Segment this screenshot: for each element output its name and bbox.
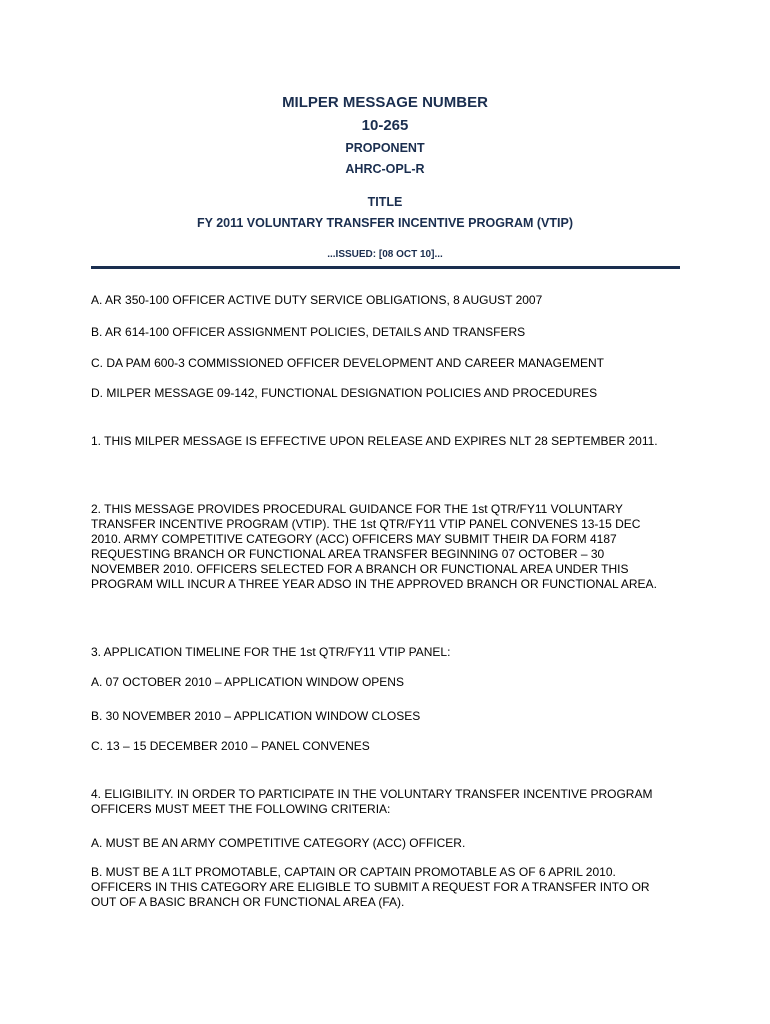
message-number-label: MILPER MESSAGE NUMBER (282, 94, 488, 111)
paragraph-3: 3. APPLICATION TIMELINE FOR THE 1st QTR/FY11 VTIP PANEL: (91, 645, 451, 659)
reference-item: A. AR 350-100 OFFICER ACTIVE DUTY SERVICE OBLIGATIONS, 8 AUGUST 2007 (91, 293, 543, 307)
proponent-label: PROPONENT (345, 141, 425, 155)
paragraph-2: 2. THIS MESSAGE PROVIDES PROCEDURAL GUIDANCE FOR THE 1st QTR/FY11 VOLUNTARY TRANSFER INCENTIVE PROGRAM (VTIP). THE 1st QTR/FY11 VTIP PANEL CONVENES 13-15 DEC 2010. ARMY COMPETITIVE CATEGORY (ACC) OFFICERS MAY SUBMIT THEIR DA FORM 4187 REQUESTING BRANCH OR FUNCTIONAL AREA TRANSFER BEGINNING 07 OCTOBER – 30 NOVEMBER 2010. OFFICERS SELECTED FOR A BRANCH OR FUNCTIONAL AREA UNDER THIS PROGRAM WILL INCUR A THREE YEAR ADSO IN THE APPROVED BRANCH OR FUNCTIONAL AREA. (91, 502, 657, 591)
timeline-item: A. 07 OCTOBER 2010 – APPLICATION WINDOW OPENS (91, 675, 404, 689)
reference-item: C. DA PAM 600-3 COMMISSIONED OFFICER DEVELOPMENT AND CAREER MANAGEMENT (91, 356, 604, 370)
issued-date: ...ISSUED: [08 OCT 10]... (327, 249, 443, 260)
criteria-item: B. MUST BE A 1LT PROMOTABLE, CAPTAIN OR CAPTAIN PROMOTABLE AS OF 6 APRIL 2010. OFFICERS IN THIS CATEGORY ARE ELIGIBLE TO SUBMIT A REQUEST FOR A TRANSFER INTO OR OUT OF A BASIC BRANCH OR FUNCTIONAL AREA (FA). (91, 865, 650, 909)
document-title: FY 2011 VOLUNTARY TRANSFER INCENTIVE PROGRAM (VTIP) (197, 216, 573, 230)
timeline-item: B. 30 NOVEMBER 2010 – APPLICATION WINDOW CLOSES (91, 709, 421, 723)
timeline-item: C. 13 – 15 DECEMBER 2010 – PANEL CONVENES (91, 739, 370, 753)
message-number: 10-265 (361, 117, 409, 134)
proponent-value: AHRC-OPL-R (345, 162, 425, 176)
header-divider (91, 266, 680, 269)
paragraph-4: 4. ELIGIBILITY. IN ORDER TO PARTICIPATE IN THE VOLUNTARY TRANSFER INCENTIVE PROGRAM OFFICERS MUST MEET THE FOLLOWING CRITERIA: (91, 787, 653, 816)
reference-item: B. AR 614-100 OFFICER ASSIGNMENT POLICIES, DETAILS AND TRANSFERS (91, 325, 526, 339)
paragraph-1: 1. THIS MILPER MESSAGE IS EFFECTIVE UPON RELEASE AND EXPIRES NLT 28 SEPTEMBER 2011. (91, 434, 658, 448)
criteria-item: A. MUST BE AN ARMY COMPETITIVE CATEGORY (ACC) OFFICER. (91, 836, 466, 850)
reference-item: D. MILPER MESSAGE 09-142, FUNCTIONAL DESIGNATION POLICIES AND PROCEDURES (91, 386, 598, 400)
title-label: TITLE (367, 195, 403, 209)
